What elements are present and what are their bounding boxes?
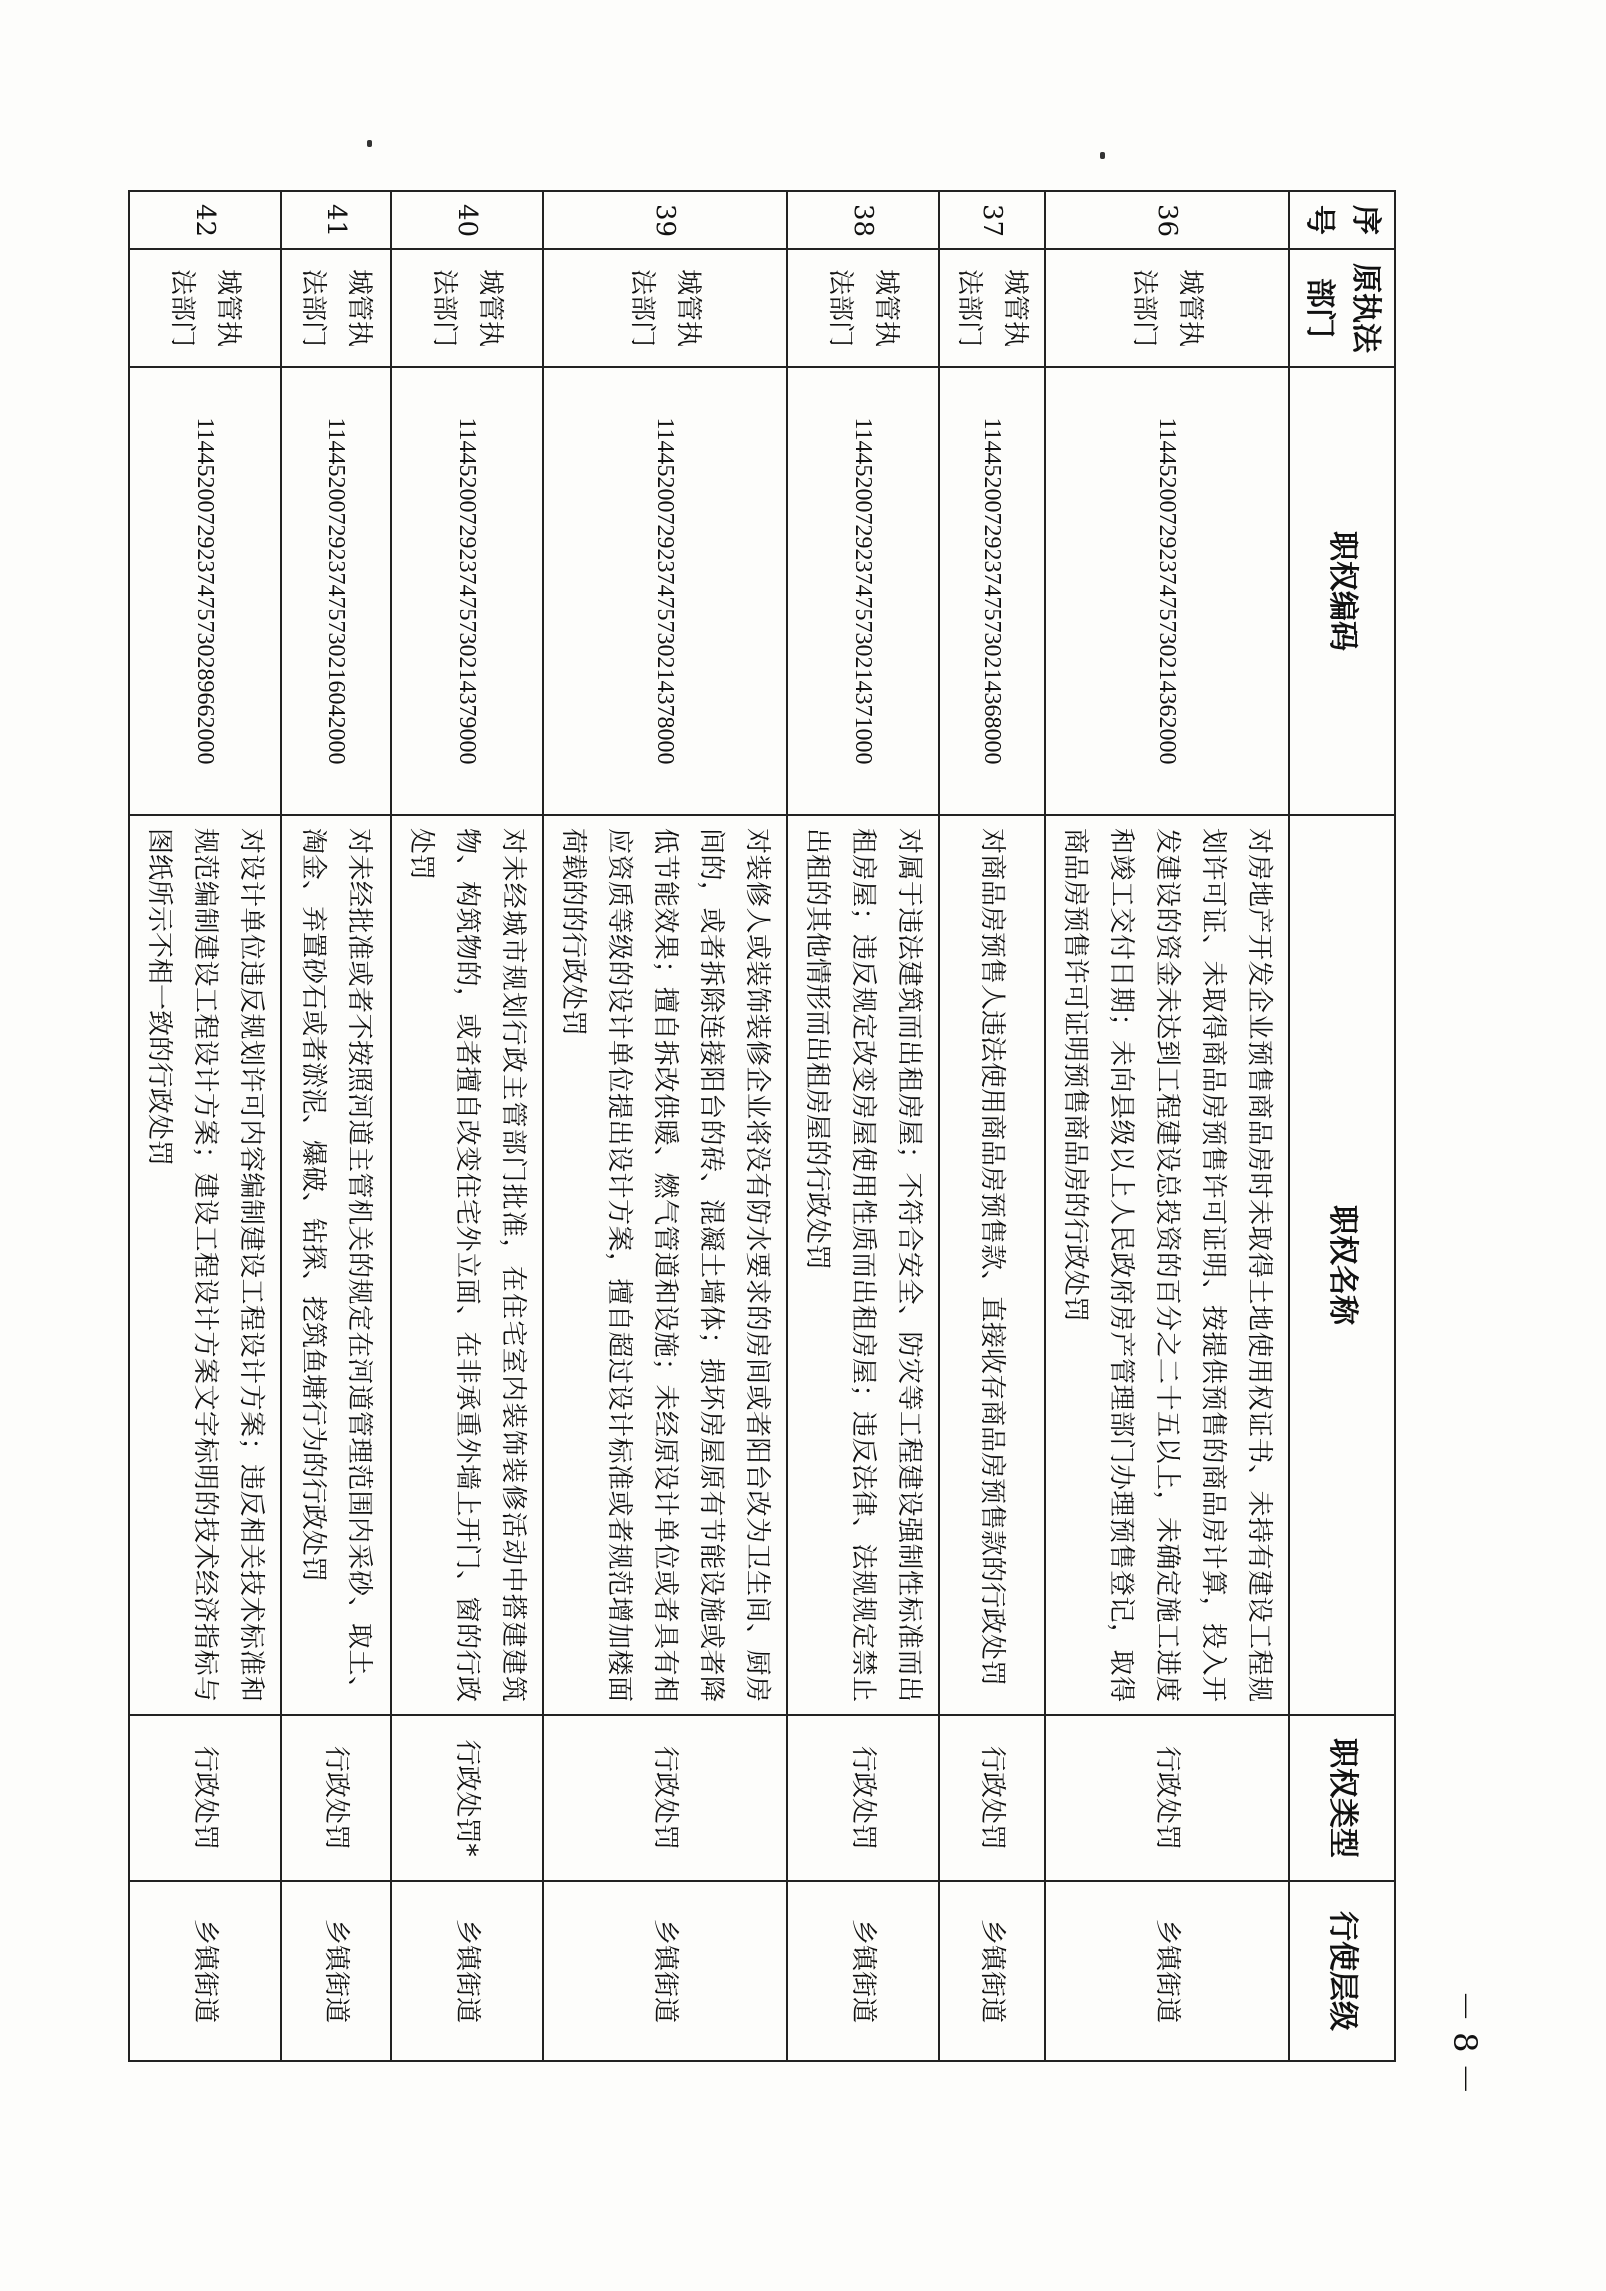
row-code: 11445200729237475730214362000 xyxy=(1045,367,1289,815)
row-dept: 城管执法部门 xyxy=(939,249,1045,367)
row-no: 37 xyxy=(939,191,1045,249)
row-code: 11445200729237475730214368000 xyxy=(939,367,1045,815)
row-name: 对装修人或装饰装修企业将没有防水要求的房间或者阳台改为卫生间、厨房间的，或者拆除连接阳台的砖、混凝土墙体；损坏房屋原有节能设施或者降低节能效果；擅自拆改供暖、燃气管道和设施；未经原设计单位或者具有相应资质等级的设计单位提出设计方案，擅自超过设计标准或者规范增加楼面荷载的的行政处罚 xyxy=(543,815,787,1715)
header-type: 职权类型 xyxy=(1289,1715,1395,1881)
header-code: 职权编码 xyxy=(1289,367,1395,815)
row-no: 41 xyxy=(281,191,391,249)
page-number: － 8 － xyxy=(1446,1990,1484,2095)
row-level: 乡镇街道 xyxy=(391,1881,543,2061)
header-level: 行使层级 xyxy=(1289,1881,1395,2061)
row-level: 乡镇街道 xyxy=(787,1881,939,2061)
header-dept: 原执法部门 xyxy=(1289,249,1395,367)
table-row xyxy=(787,191,939,2061)
row-no: 39 xyxy=(543,191,787,249)
row-dept: 城管执法部门 xyxy=(787,249,939,367)
row-name: 对房地产开发企业预售商品房时未取得土地使用权证书、未持有建设工程规划许可证、未取得商品房预售许可证明、按提供预售的商品房计算，投入开发建设的资金未达到工程建设总投资的百分之二十五以上，未确定施工进度和竣工交付日期；未向县级以上人民政府房产管理部门办理预售登记，取得商品房预售许可证明预售商品房的行政处罚 xyxy=(1045,815,1289,1715)
row-code: 11445200729237475730214371000 xyxy=(787,367,939,815)
table-row xyxy=(129,191,281,2061)
row-level: 乡镇街道 xyxy=(1045,1881,1289,2061)
row-name: 对未经批准或者不按照河道主管机关的规定在河道管理范围内采砂、取土、淘金、弃置砂石或者淤泥、爆破、钻探、挖筑鱼塘行为的行政处罚 xyxy=(281,815,391,1715)
row-level: 乡镇街道 xyxy=(939,1881,1045,2061)
row-name: 对商品房预售人违法使用商品房预售款、直接收存商品房预售款的行政处罚 xyxy=(939,815,1045,1715)
row-type: 行政处罚* xyxy=(391,1715,543,1881)
row-type: 行政处罚 xyxy=(1045,1715,1289,1881)
table-row xyxy=(1045,191,1289,2061)
row-dept: 城管执法部门 xyxy=(1045,249,1289,367)
row-name: 对未经城市规划行政主管部门批准，在住宅室内装饰装修活动中搭建建筑物、构筑物的，或者擅自改变住宅外立面、在非承重外墙上开门、窗的行政处罚 xyxy=(391,815,543,1715)
table-row xyxy=(543,191,787,2061)
row-dept: 城管执法部门 xyxy=(543,249,787,367)
row-no: 38 xyxy=(787,191,939,249)
row-dept: 城管执法部门 xyxy=(391,249,543,367)
table-row xyxy=(391,191,543,2061)
scan-speck xyxy=(367,140,372,147)
table-row xyxy=(939,191,1045,2061)
row-code: 11445200729237475730214378000 xyxy=(543,367,787,815)
row-type: 行政处罚 xyxy=(787,1715,939,1881)
row-level: 乡镇街道 xyxy=(543,1881,787,2061)
authority-table xyxy=(128,190,1396,2062)
row-no: 42 xyxy=(129,191,281,249)
header-no: 序号 xyxy=(1289,191,1395,249)
row-level: 乡镇街道 xyxy=(129,1881,281,2061)
row-dept: 城管执法部门 xyxy=(129,249,281,367)
row-name: 对属于违法建筑而出租房屋；不符合安全、防灾等工程建设强制性标准而出租房屋；违反规定改变房屋使用性质而出租房屋；违反法律、法规规定禁止出租的其他情形而出租房屋的行政处罚 xyxy=(787,815,939,1715)
row-no: 36 xyxy=(1045,191,1289,249)
rotated-table-container xyxy=(144,190,1396,2060)
row-type: 行政处罚 xyxy=(543,1715,787,1881)
row-level: 乡镇街道 xyxy=(281,1881,391,2061)
row-no: 40 xyxy=(391,191,543,249)
scan-speck xyxy=(1100,152,1105,159)
header-name: 职权名称 xyxy=(1289,815,1395,1715)
row-code: 11445200729237475730214379000 xyxy=(391,367,543,815)
row-code: 11445200729237475730289662000 xyxy=(129,367,281,815)
table-header-row xyxy=(1289,191,1395,2061)
row-type: 行政处罚 xyxy=(281,1715,391,1881)
row-code: 11445200729237475730216042000 xyxy=(281,367,391,815)
row-name: 对设计单位违反规划许可内容编制建设工程设计方案；违反相关技术标准和规范编制建设工程设计方案；建设工程设计方案文字标明的技术经济指标与图纸所示不相一致的行政处罚 xyxy=(129,815,281,1715)
row-type: 行政处罚 xyxy=(129,1715,281,1881)
row-dept: 城管执法部门 xyxy=(281,249,391,367)
row-type: 行政处罚 xyxy=(939,1715,1045,1881)
table-row xyxy=(281,191,391,2061)
